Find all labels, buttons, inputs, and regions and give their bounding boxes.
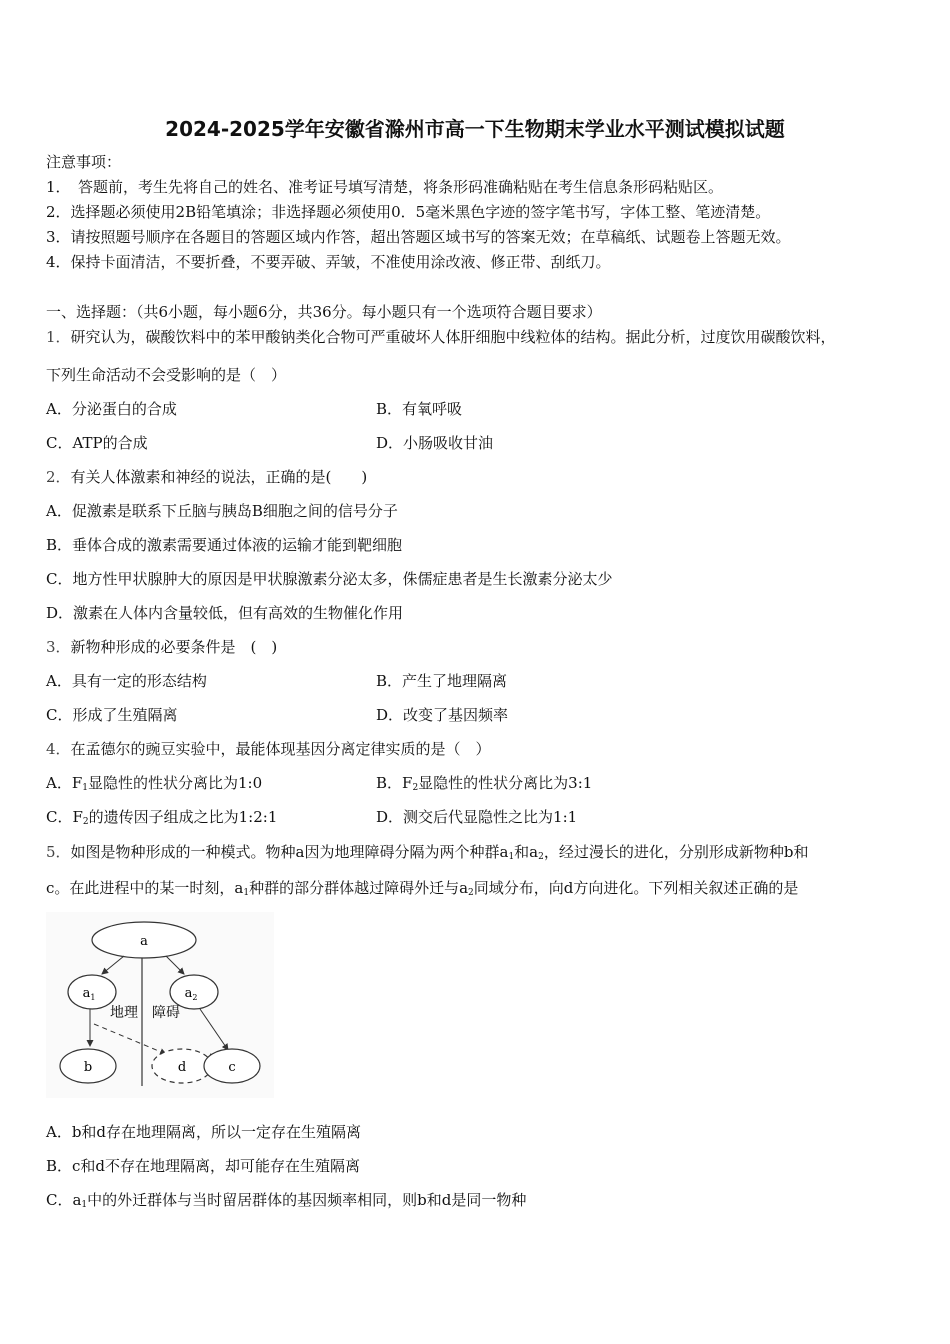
notice-item: 3．请按照题号顺序在各题目的答题区域内作答，超出答题区域书写的答案无效；在草稿纸、试题卷上答题无效。	[46, 228, 791, 246]
option-d[interactable]: D．激素在人体内含量较低，但有高效的生物催化作用	[46, 604, 404, 622]
question-1-stem: 1．研究认为，碳酸饮料中的苯甲酸钠类化合物可严重破坏人体肝细胞中线粒体的结构。据此分析，过度饮用碳酸饮料，	[46, 328, 836, 346]
question-5-stem-cont: c。在此进程中的某一时刻，$a_1$种群的部分群体越过障碍外迁与$a_2$同域分布，向d方向进化。下列相关叙述正确的是	[46, 879, 799, 898]
question-number: 4．	[46, 740, 71, 758]
notice-item: 1． 答题前，考生先将自己的姓名、准考证号填写清楚，将条形码准确粘贴在考生信息条形码粘贴区。	[46, 178, 724, 196]
speciation-diagram	[46, 912, 274, 1098]
node-a-label: a	[140, 934, 148, 949]
option-a[interactable]: A．分泌蛋白的合成	[46, 400, 177, 418]
option-c[interactable]: C．地方性甲状腺肿大的原因是甲状腺激素分泌太多，侏儒症患者是生长激素分泌太少	[46, 570, 613, 588]
question-1-stem-cont: 下列生命活动不会受影响的是（ ）	[46, 366, 287, 384]
question-number: 2．	[46, 468, 71, 486]
question-4-stem: 4．在孟德尔的豌豆实验中，最能体现基因分离定律实质的是（ ）	[46, 740, 491, 758]
notice-item: 2．选择题必须使用2B铅笔填涂；非选择题必须使用0．5毫米黑色字迹的签字笔书写，字体工整、笔迹清楚。	[46, 203, 771, 221]
node-b-label: b	[83, 1060, 93, 1075]
option-b[interactable]: B．c和d不存在地理隔离，却可能存在生殖隔离	[46, 1157, 361, 1175]
node-a2	[170, 975, 218, 1009]
option-b[interactable]: B．$F_2$显隐性的性状分离比为3:1	[376, 774, 593, 793]
node-a1	[68, 975, 116, 1009]
option-b[interactable]: B．产生了地理隔离	[376, 672, 508, 690]
question-number: 5．	[46, 843, 71, 861]
barrier-label: 地理 障碍	[110, 1005, 180, 1021]
option-b[interactable]: B．有氧呼吸	[376, 400, 463, 418]
node-d-label: d	[177, 1060, 187, 1075]
option-b[interactable]: B．垂体合成的激素需要通过体液的运输才能到靶细胞	[46, 536, 403, 554]
option-a[interactable]: A．促激素是联系下丘脑与胰岛B细胞之间的信号分子	[46, 502, 398, 520]
node-a2-label: $a_2$	[184, 986, 198, 1002]
option-c[interactable]: C．$a_1$中的外迁群体与当时留居群体的基因频率相同，则b和d是同一物种	[46, 1191, 527, 1210]
question-2-stem: 2．有关人体激素和神经的说法，正确的是( )	[46, 468, 368, 486]
page-title: 2024-2025学年安徽省滁州市高一下生物期末学业水平测试模拟试题	[165, 117, 785, 141]
option-a[interactable]: A．具有一定的形态结构	[46, 672, 207, 690]
question-3-stem: 3．新物种形成的必要条件是 ( )	[46, 638, 278, 656]
question-number: 1．	[46, 328, 71, 346]
question-5-stem: 5．如图是物种形成的一种模式。物种a因为地理障碍分隔为两个种群$a_1$和$a_2$，经过漫长的进化，分别形成新物种b和	[46, 843, 809, 862]
option-d[interactable]: D．改变了基因频率	[376, 706, 509, 724]
option-c[interactable]: C．$F_2$的遗传因子组成之比为1:2:1	[46, 808, 278, 827]
option-c[interactable]: C．形成了生殖隔离	[46, 706, 178, 724]
option-a[interactable]: A．$F_1$显隐性的性状分离比为1:0	[46, 774, 263, 793]
option-c[interactable]: C．ATP的合成	[46, 434, 148, 452]
node-a1-label: $a_1$	[82, 986, 96, 1002]
option-d[interactable]: D．小肠吸收甘油	[376, 434, 494, 452]
notice-item: 4．保持卡面清洁，不要折叠，不要弄破、弄皱，不准使用涂改液、修正带、刮纸刀。	[46, 253, 611, 271]
option-a[interactable]: A．b和d存在地理隔离，所以一定存在生殖隔离	[46, 1123, 362, 1141]
node-c-label: c	[228, 1060, 236, 1075]
notice-heading: 注意事项：	[46, 153, 122, 171]
question-number: 3．	[46, 638, 71, 656]
option-d[interactable]: D．测交后代显隐性之比为1:1	[376, 808, 578, 826]
section-heading: 一、选择题：（共6小题，每小题6分，共36分。每小题只有一个选项符合题目要求）	[46, 303, 602, 321]
